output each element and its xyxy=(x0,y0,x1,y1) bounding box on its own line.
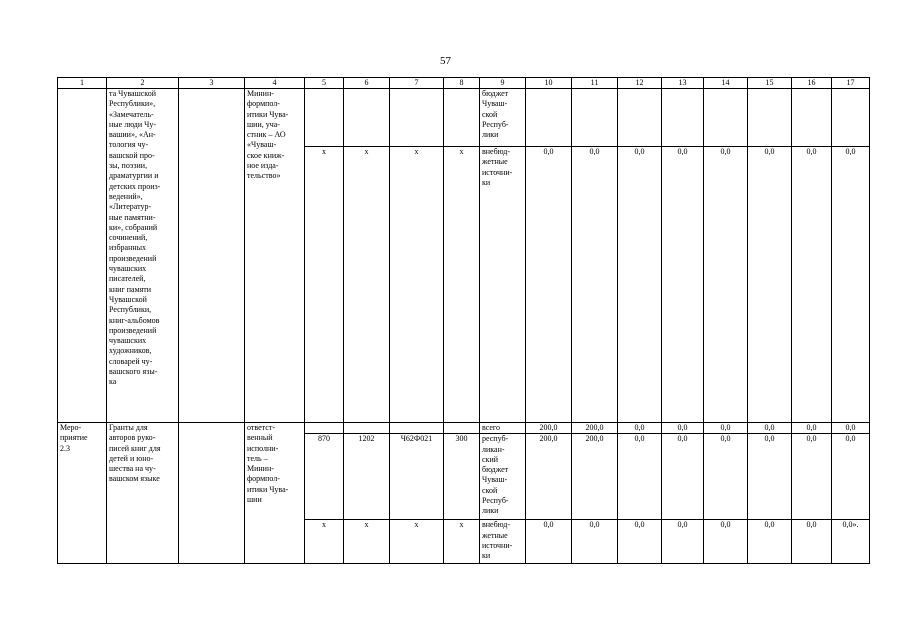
header-cell: 15 xyxy=(748,78,792,89)
event-cell xyxy=(58,89,107,423)
header-cell: 12 xyxy=(618,78,662,89)
value-cell: 0,0 xyxy=(662,423,704,434)
value-cell: 0,0 xyxy=(572,520,618,564)
header-cell: 4 xyxy=(245,78,305,89)
funding-source: внебюд- жетные источни- ки xyxy=(480,147,526,423)
value-cell: 0,0 xyxy=(748,434,792,520)
funding-source: всего xyxy=(480,423,526,434)
funding-source: внебюд- жетные источни- ки xyxy=(480,520,526,564)
value-cell xyxy=(704,89,748,147)
code-cell: 1202 xyxy=(344,434,390,520)
code-cell: x xyxy=(305,147,344,423)
value-cell: 200,0 xyxy=(572,423,618,434)
value-cell xyxy=(618,89,662,147)
value-cell: 0,0 xyxy=(662,147,704,423)
event-number: Меро- приятие 2.3 xyxy=(58,423,107,564)
value-cell xyxy=(748,89,792,147)
value-cell: 0,0 xyxy=(704,147,748,423)
value-cell: 0,0 xyxy=(832,147,870,423)
code-cell xyxy=(344,89,390,147)
event-description: та Чувашской Республики», «Замечатель- ные люди Чу- вашии», «Ан- тология чу- вашской про- зы, поэзии, драматургии и детских произ- ведений», «Литератур- ные памятни- ки», собраний сочинений, избранных произведений чувашских писателей, книг памяти Чувашской Республики, книг-альбомов произведений чувашских художников, словарей чу- вашского язы- ка xyxy=(107,89,179,423)
header-cell: 6 xyxy=(344,78,390,89)
executor-cell: ответст- венный исполни- тель – Минин- формпол- итики Чува- шии xyxy=(245,423,305,564)
value-cell: 0,0 xyxy=(748,520,792,564)
header-row xyxy=(58,78,870,89)
header-cell: 5 xyxy=(305,78,344,89)
value-cell xyxy=(572,89,618,147)
code-cell xyxy=(305,89,344,147)
header-cell: 14 xyxy=(704,78,748,89)
value-cell: 0,0 xyxy=(792,423,832,434)
funding-source: респуб- ликан- ский бюджет Чуваш- ской Респуб- лики xyxy=(480,434,526,520)
code-cell: x xyxy=(390,520,444,564)
header-cell: 16 xyxy=(792,78,832,89)
value-cell xyxy=(662,89,704,147)
code-cell: x xyxy=(305,520,344,564)
value-cell: 0,0 xyxy=(748,423,792,434)
header-cell: 3 xyxy=(179,78,245,89)
code-cell: Ч62Ф021 xyxy=(390,434,444,520)
value-cell xyxy=(792,89,832,147)
value-cell xyxy=(526,89,572,147)
value-cell: 0,0 xyxy=(662,520,704,564)
empty-cell xyxy=(179,89,245,423)
code-cell xyxy=(305,423,344,434)
value-cell: 0,0 xyxy=(704,434,748,520)
value-cell: 0,0 xyxy=(572,147,618,423)
value-cell: 0,0 xyxy=(792,434,832,520)
header-cell: 1 xyxy=(58,78,107,89)
executor-cell: Минин- формпол- итики Чува- шии, уча- стник – АО «Чуваш- ское книж- ное изда- тельство» xyxy=(245,89,305,423)
code-cell: x xyxy=(390,147,444,423)
header-cell: 17 xyxy=(832,78,870,89)
value-cell: 0,0 xyxy=(662,434,704,520)
table-row xyxy=(58,423,870,434)
header-cell: 10 xyxy=(526,78,572,89)
value-cell: 0,0 xyxy=(832,423,870,434)
value-cell: 0,0 xyxy=(832,434,870,520)
table-row xyxy=(58,89,870,147)
value-cell xyxy=(832,89,870,147)
event-description: Гранты для авторов руко- писей книг для детей и юно- шества на чу- вашском языке xyxy=(107,423,179,564)
budget-table xyxy=(57,77,870,564)
header-cell: 11 xyxy=(572,78,618,89)
value-cell: 0,0 xyxy=(792,520,832,564)
value-cell: 0,0 xyxy=(792,147,832,423)
value-cell: 0,0 xyxy=(748,147,792,423)
code-cell: 300 xyxy=(444,434,480,520)
code-cell xyxy=(344,423,390,434)
code-cell xyxy=(444,423,480,434)
value-cell: 0,0 xyxy=(618,434,662,520)
value-cell: 0,0 xyxy=(618,423,662,434)
code-cell xyxy=(390,89,444,147)
code-cell: x xyxy=(444,520,480,564)
value-cell: 0,0 xyxy=(618,147,662,423)
page-number: 57 xyxy=(440,55,451,67)
value-cell: 0,0 xyxy=(526,520,572,564)
code-cell xyxy=(444,89,480,147)
header-cell: 7 xyxy=(390,78,444,89)
code-cell: x xyxy=(444,147,480,423)
value-cell: 0,0 xyxy=(704,520,748,564)
header-cell: 2 xyxy=(107,78,179,89)
header-cell: 8 xyxy=(444,78,480,89)
value-cell: 200,0 xyxy=(572,434,618,520)
code-cell: x xyxy=(344,520,390,564)
header-cell: 13 xyxy=(662,78,704,89)
empty-cell xyxy=(179,423,245,564)
code-cell: 870 xyxy=(305,434,344,520)
code-cell: x xyxy=(344,147,390,423)
code-cell xyxy=(390,423,444,434)
value-cell: 0,0 xyxy=(526,147,572,423)
value-cell: 200,0 xyxy=(526,434,572,520)
value-cell: 200,0 xyxy=(526,423,572,434)
funding-source: бюджет Чуваш- ской Респуб- лики xyxy=(480,89,526,147)
header-cell: 9 xyxy=(480,78,526,89)
value-cell: 0,0 xyxy=(618,520,662,564)
value-cell: 0,0». xyxy=(832,520,870,564)
value-cell: 0,0 xyxy=(704,423,748,434)
